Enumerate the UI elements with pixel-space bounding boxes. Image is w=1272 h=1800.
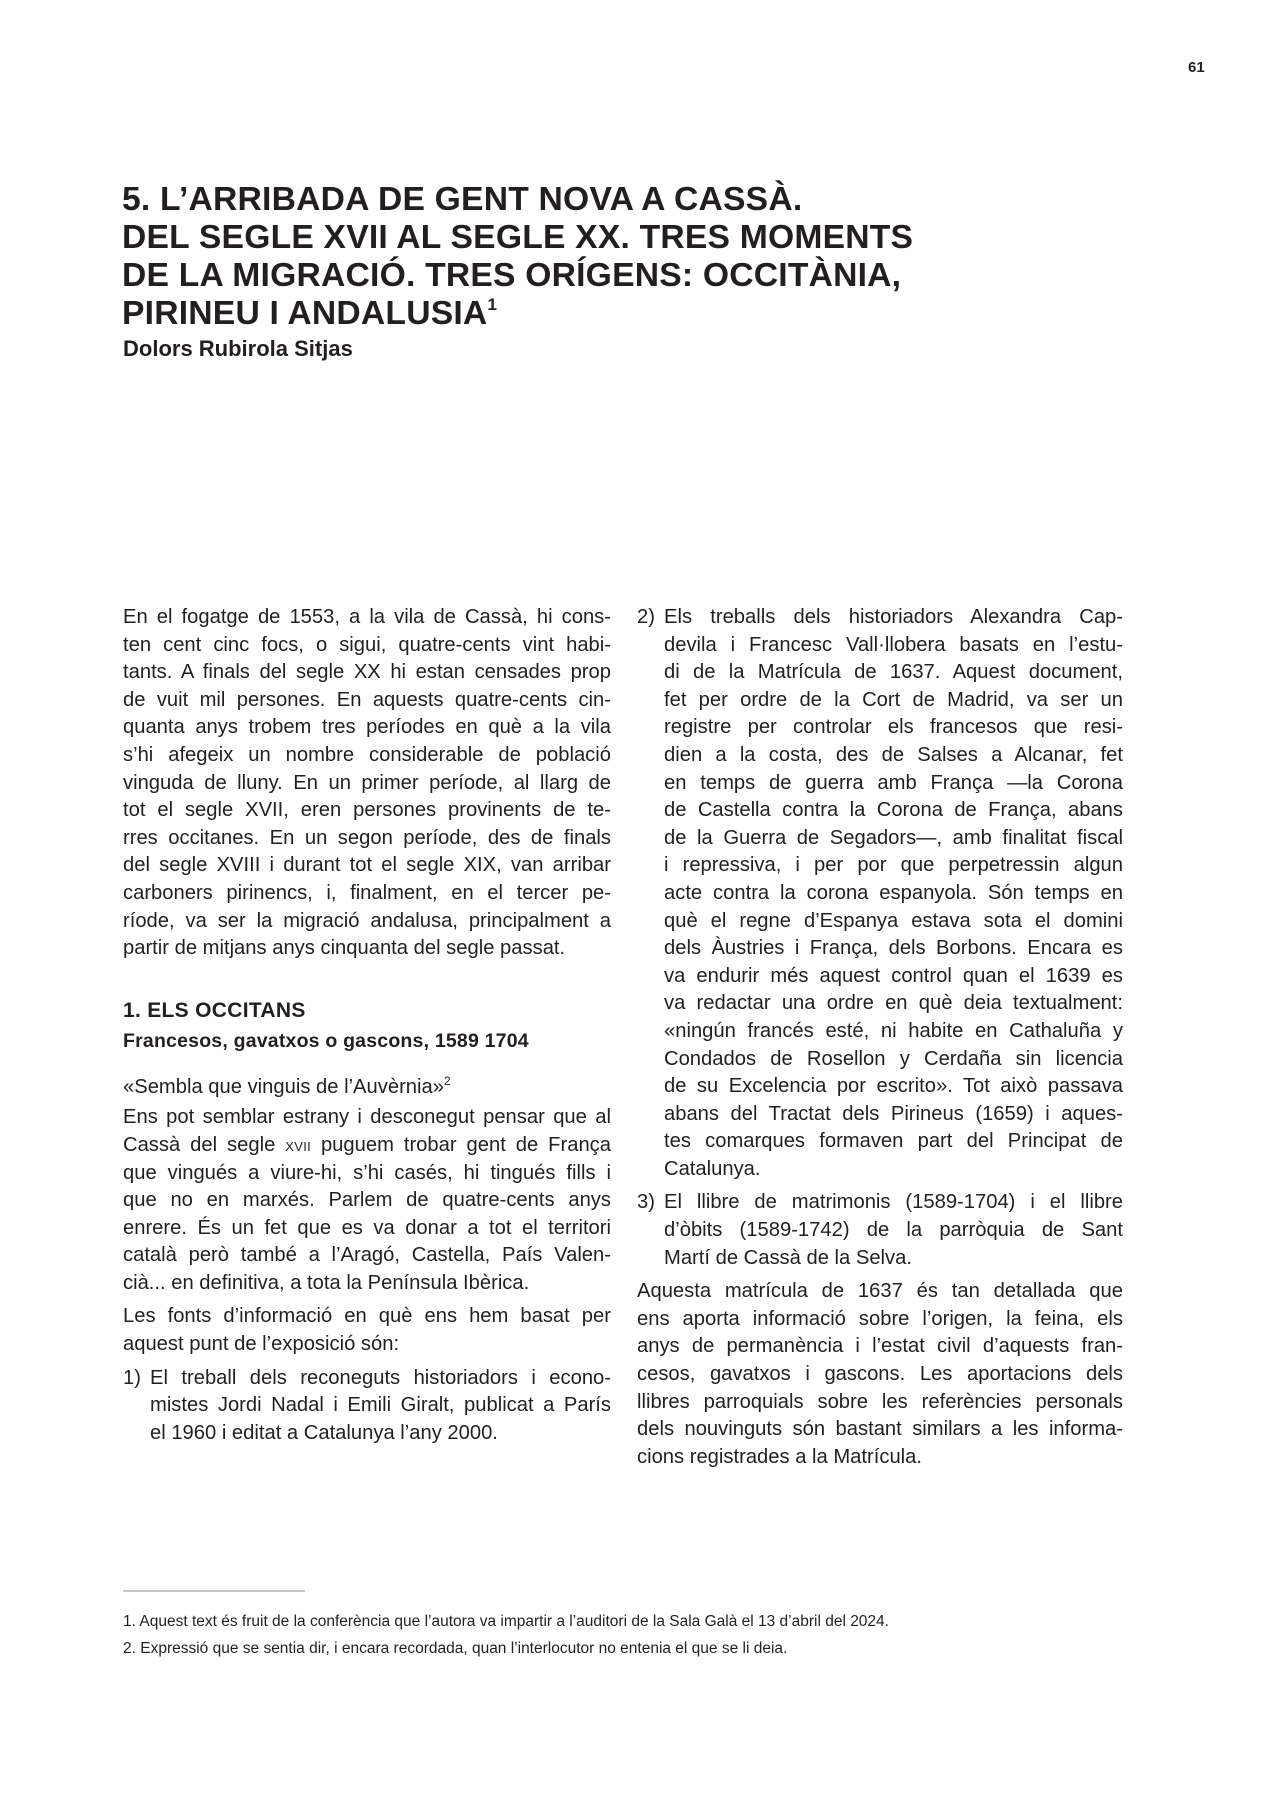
text-line: tot el segle XVII, eren persones provinents de te- — [123, 799, 611, 822]
text-line: en temps de guerra amb França —la Corona — [664, 771, 1123, 794]
text-line: va endurir més aquest control quan el 1639 es — [664, 964, 1123, 987]
title-line: DE LA MIGRACIÓ. TRES ORÍGENS: OCCITÀNIA, — [122, 256, 902, 293]
text-line: dien a la costa, des de Salses a Alcanar, fet — [664, 743, 1123, 766]
text-line: de Castella contra la Corona de França, abans — [664, 799, 1123, 822]
text-line: d’òbits (1589-1742) de la parròquia de Sant — [664, 1219, 1123, 1242]
text-line: s’hi afegeix un nombre considerable de població — [123, 743, 611, 766]
page-number: 61 — [1188, 59, 1205, 76]
text-line: cesos, gavatxos i gascons. Les aportacions dels — [637, 1363, 1123, 1386]
text-line: abans del Tractat dels Pirineus (1659) i aques- — [664, 1102, 1123, 1125]
text-line: Aquesta matrícula de 1637 és tan detallada que — [637, 1280, 1123, 1303]
text-line: que no en marxés. Parlem de quatre-cents anys — [123, 1189, 611, 1212]
list-text — [664, 1189, 1123, 1272]
text-line: tants. A finals del segle XX hi estan censades prop — [123, 661, 611, 684]
list-text — [664, 604, 1123, 1183]
list-number: 2) — [637, 606, 655, 628]
closing-paragraph — [637, 1278, 1123, 1471]
text-line: el 1960 i editat a Catalunya l’any 2000. — [150, 1421, 498, 1444]
text-line: ens aporta informació sobre l’origen, la feina, els — [637, 1307, 1123, 1330]
text-line: dels nouvinguts són bastant similars a les informa- — [637, 1418, 1123, 1441]
text-line: quanta anys trobem tres períodes en què a la vila — [123, 716, 611, 739]
text-line: tes comarques formaven part del Principat de — [664, 1130, 1123, 1153]
footnotes — [123, 1608, 889, 1662]
chapter-title — [122, 180, 1040, 332]
list-number: 3) — [637, 1191, 655, 1214]
source-list-item-3 — [637, 1189, 1123, 1272]
text-line: que vingués a viure-hi, s’hi casés, hi tingués fills i — [123, 1161, 611, 1184]
text-line: dels Àustries i França, dels Borbons. Encara es — [664, 937, 1123, 960]
text-line: de su Excelencia por escrito». Tot això passava — [664, 1075, 1123, 1098]
small-caps-century: XVII — [285, 1138, 312, 1154]
footnote-divider — [123, 1590, 305, 1592]
title-line: DEL SEGLE XVII AL SEGLE XX. TRES MOMENTS — [122, 218, 914, 255]
list-text — [150, 1365, 611, 1448]
text-line: català però també a l’Aragó, Castella, País Valen- — [123, 1244, 611, 1267]
footnote-ref-2[interactable]: 2 — [443, 1073, 451, 1088]
right-column — [637, 604, 1123, 1471]
text-line: Martí de Cassà de la Selva. — [664, 1246, 912, 1269]
text-line: Condados de Rosellon y Cerdaña sin licencia — [664, 1047, 1123, 1070]
text-line: di de la Matrícula de 1637. Aquest document, — [664, 661, 1123, 684]
epigraph-quote — [123, 1074, 611, 1102]
left-column — [123, 604, 611, 1447]
text-line: de la Guerra de Segadors—, amb finalitat fiscal — [664, 826, 1123, 849]
text-line: de vuit mil persones. En aquests quatre-cents cin- — [123, 688, 611, 711]
text-line: què el regne d’Espanya estava sota el domini — [664, 909, 1123, 932]
footnote-2: 2. Expressió que se sentia dir, i encara recordada, quan l’interlocutor no entenia el que se li deia. — [123, 1640, 788, 1657]
text-line: rres occitanes. En un segon període, des de finals — [123, 826, 611, 849]
text-line: devila i Francesc Vall·llobera basats en l’estu- — [664, 633, 1123, 656]
intro-paragraph — [123, 604, 611, 963]
list-number: 1) — [123, 1366, 141, 1389]
text-line: Cassà del segle XVII puguem trobar gent de França — [123, 1133, 611, 1156]
title-line — [122, 294, 1040, 332]
text-line: anys de permanència i l’estat civil d’aquests fran- — [637, 1335, 1123, 1358]
text-line: Ens pot semblar estrany i desconegut pensar que al — [123, 1106, 611, 1129]
text-line: aquest punt de l’exposició són: — [123, 1333, 400, 1356]
text-line: El llibre de matrimonis (1589-1704) i el llibre — [664, 1191, 1123, 1214]
text-line: Catalunya. — [664, 1157, 761, 1180]
text-line: del segle XVIII i durant tot el segle XIX, van arribar — [123, 854, 611, 877]
subsection-heading: Francesos, gavatxos o gascons, 1589 1704 — [123, 1029, 529, 1052]
text-line: carboners pirinencs, i, finalment, en el tercer pe- — [123, 881, 611, 904]
paragraph — [123, 1104, 611, 1297]
text-line: El treball dels reconeguts historiadors i econo- — [150, 1366, 611, 1389]
text-line: llibres parroquials sobre les referències personals — [637, 1390, 1123, 1413]
text-line: mistes Jordi Nadal i Emili Giralt, publicat a París — [150, 1394, 611, 1417]
title-line-text: PIRINEU I ANDALUSIA — [122, 294, 488, 331]
text-line: acte contra la corona espanyola. Són temps en — [664, 881, 1123, 904]
text-line: cions registrades a la Matrícula. — [637, 1445, 922, 1468]
text-line: En el fogatge de 1553, a la vila de Cassà, hi cons- — [123, 606, 611, 628]
text-line: fet per ordre de la Cort de Madrid, va ser un — [664, 688, 1123, 711]
footnote-1: 1. Aquest text és fruit de la conferència que l’autora va impartir a l’auditori de la Sala Galà el 13 d’abril del 2024. — [123, 1613, 889, 1630]
text-line: vinguda de lluny. En un primer període, al llarg de — [123, 771, 611, 794]
title-line: 5. L’ARRIBADA DE GENT NOVA A CASSÀ. — [122, 180, 803, 217]
section-heading: 1. ELS OCCITANS — [123, 998, 306, 1022]
text-line: i repressiva, i per por que perpetressin algun — [664, 854, 1123, 877]
text-line: Els treballs dels historiadors Alexandra Cap- — [664, 606, 1123, 628]
text-line: ríode, va ser la migració andalusa, principalment a — [123, 909, 611, 932]
source-list-item-1 — [123, 1365, 611, 1448]
footnote-ref-1[interactable]: 1 — [487, 295, 498, 314]
text-line: Les fonts d’informació en què ens hem basat per — [123, 1305, 611, 1328]
text-line: partir de mitjans anys cinquanta del segle passat. — [123, 937, 566, 960]
text-line: registre per controlar els francesos que resi- — [664, 716, 1123, 739]
text-line: va redactar una ordre en què deia textualment: — [664, 992, 1123, 1015]
text-line: «ningún francés esté, ni habite en Cathaluña y — [664, 1019, 1123, 1042]
text-line: ten cent cinc focs, o sigui, quatre-cents vint habi- — [123, 633, 611, 656]
text-line: cià... en definitiva, a tota la Península Ibèrica. — [123, 1271, 530, 1294]
author-name: Dolors Rubirola Sitjas — [123, 336, 353, 361]
quote-text: «Sembla que vinguis de l’Auvèrnia» — [123, 1075, 444, 1098]
paragraph — [123, 1303, 611, 1358]
text-line: enrere. És un fet que es va donar a tot el territori — [123, 1216, 611, 1239]
source-list-item-2 — [637, 604, 1123, 1183]
